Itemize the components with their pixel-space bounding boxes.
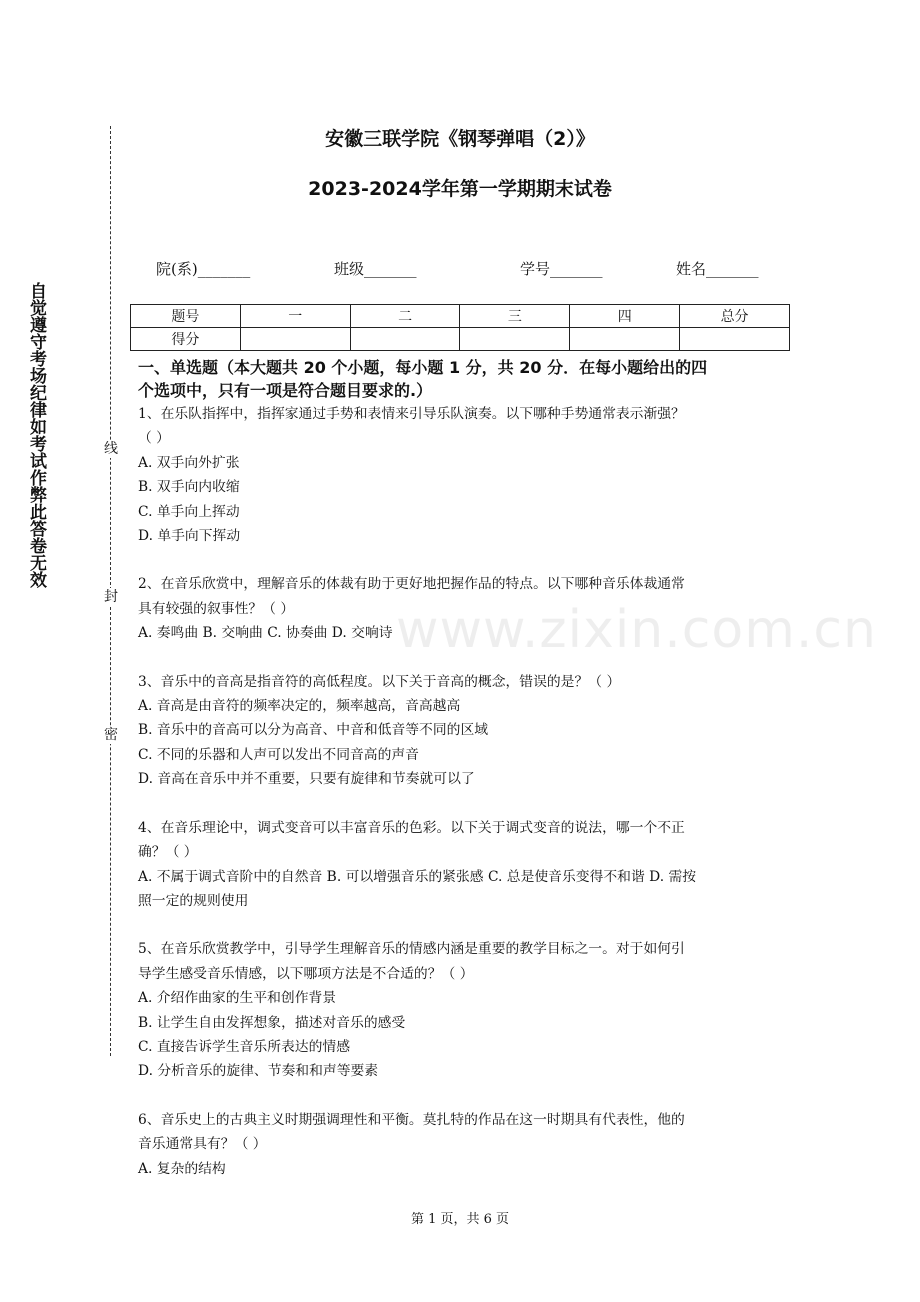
score-table-blank-cell [680, 328, 790, 351]
watermark: www.zixin.com.cn [396, 600, 877, 660]
question-stem: （ ） [138, 430, 170, 447]
score-table [130, 304, 790, 351]
question-option: C. 直接告诉学生音乐所表达的情感 [138, 1038, 350, 1055]
question-option: 照一定的规则使用 [138, 892, 249, 909]
question-option: B. 双手向内收缩 [138, 479, 240, 496]
question-stem: 导学生感受音乐情感，以下哪项方法是不合适的？（ ） [138, 965, 474, 982]
exam-title-term: 2023-2024学年第一学期期末试卷 [308, 178, 612, 200]
question-option: C. 单手向上挥动 [138, 503, 240, 520]
name-field: 姓名_______ [676, 260, 759, 278]
score-table-blank-cell [460, 328, 570, 351]
question-stem: 音乐通常具有？（ ） [138, 1136, 267, 1153]
question-option: A. 介绍作曲家的生平和创作背景 [138, 990, 337, 1007]
question-stem: 5、在音乐欣赏教学中，引导学生理解音乐的情感内涵是重要的教学目标之一。对于如何引 [138, 941, 685, 958]
score-table-cell: 三 [460, 305, 570, 328]
score-table-blank-cell [570, 328, 680, 351]
binding-mark-line: 线 [104, 441, 118, 457]
score-table-score-row [131, 328, 790, 351]
score-table-cell: 二 [350, 305, 460, 328]
score-table-cell: 四 [570, 305, 680, 328]
question-stem: 4、在音乐理论中，调式变音可以丰富音乐的色彩。以下关于调式变音的说法，哪一个不正 [138, 819, 685, 836]
binding-mark-secret: 密 [104, 727, 118, 743]
score-table-cell: 得分 [131, 328, 241, 351]
question-stem: 2、在音乐欣赏中，理解音乐的体裁有助于更好地把握作品的特点。以下哪种音乐体裁通常 [138, 576, 685, 593]
student-info-row [156, 258, 776, 280]
question-option: A. 不属于调式音阶中的自然音 B. 可以增强音乐的紧张感 C. 总是使音乐变得不和谐 D. 需按 [138, 868, 697, 885]
score-table-cell: 题号 [131, 305, 241, 328]
question-option: D. 音高在音乐中并不重要，只要有旋律和节奏就可以了 [138, 771, 475, 788]
section-heading: 一、单选题（本大题共 20 个小题，每小题 1 分，共 20 分．在每小题给出的四 [138, 358, 708, 377]
question-stem: 3、音乐中的音高是指音符的高低程度。以下关于音高的概念，错误的是？（ ） [138, 673, 621, 690]
question-stem: 确？（ ） [138, 844, 198, 861]
question-option: C. 不同的乐器和人声可以发出不同音高的声音 [138, 746, 419, 763]
question-option: D. 单手向下挥动 [138, 528, 241, 545]
exam-content [138, 356, 786, 1181]
score-table-blank-cell [240, 328, 350, 351]
question-option: A. 奏鸣曲 B. 交响曲 C. 协奏曲 D. 交响诗 [138, 625, 393, 642]
question-option: A. 复杂的结构 [138, 1160, 226, 1177]
page-footer: 第 1 页，共 6 页 [410, 1212, 510, 1227]
question-option: B. 音乐中的音高可以分为高音、中音和低音等不同的区域 [138, 722, 489, 739]
section-heading: 个选项中，只有一项是符合题目要求的.） [138, 381, 433, 400]
question-option: B. 让学生自由发挥想象，描述对音乐的感受 [138, 1014, 406, 1031]
score-table-header-row [131, 305, 790, 328]
score-table-cell: 总分 [680, 305, 790, 328]
question-stem: 具有较强的叙事性？（ ） [138, 600, 295, 617]
question-stem: 6、音乐史上的古典主义时期强调理性和平衡。莫扎特的作品在这一时期具有代表性，他的 [138, 1111, 685, 1128]
exam-discipline-note: 自觉遵守考场纪律如考试作弊此答卷无效 [26, 282, 46, 588]
exam-title-course: 安徽三联学院《钢琴弹唱（2）》 [325, 128, 595, 150]
score-table-blank-cell [350, 328, 460, 351]
binding-mark-seal: 封 [104, 589, 118, 605]
question-option: A. 双手向外扩张 [138, 454, 240, 471]
score-table-cell: 一 [240, 305, 350, 328]
dept-field: 院(系)_______ [156, 260, 251, 278]
question-option: D. 分析音乐的旋律、节奏和和声等要素 [138, 1063, 379, 1080]
question-stem: 1、在乐队指挥中，指挥家通过手势和表情来引导乐队演奏。以下哪种手势通常表示渐强？ [138, 406, 685, 422]
question-option: A. 音高是由音符的频率决定的，频率越高，音高越高 [138, 698, 461, 715]
class-field: 班级_______ [334, 260, 417, 278]
student-id-field: 学号_______ [520, 260, 603, 278]
